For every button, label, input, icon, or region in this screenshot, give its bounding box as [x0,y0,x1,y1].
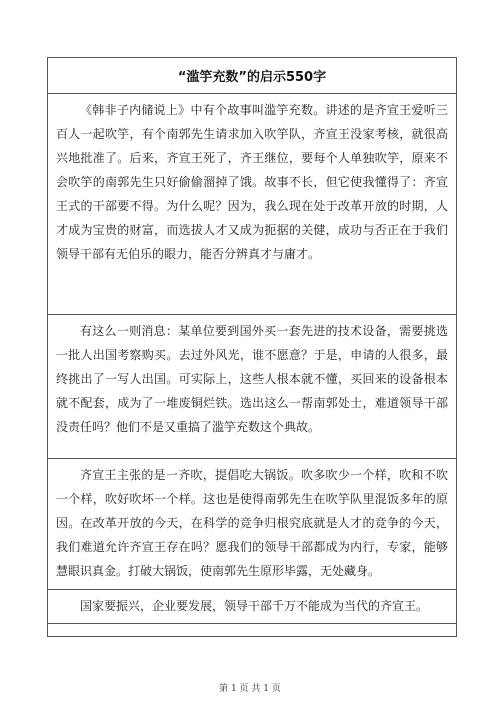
document-table [47,57,457,637]
paragraph-cell [48,590,456,624]
document-title: “滥竽充数”的启示550字 [48,58,456,94]
paragraph-text: 有这么一则消息：某单位要到国外买一套先进的技术设备，需要挑选一批人出国考察购买。去过外风光，谁不愿意？于是，申请的人很多，最终挑出了一写人出国。可实际上，这些人根本就不懂，买回来的设备根本就不配套，成为了一堆废铜烂铁。选出这么一帮南郭处士，难道领导干部没责任吗？他们不是又重搞了滥竽充数这个典故。 [56,324,448,434]
paragraph-cell [48,94,456,315]
page-number-footer: 第 1 页 共 1 页 [219,684,281,694]
paragraph-cell [48,315,456,459]
empty-table-row [48,624,456,638]
paragraph-text: 《韩非子内储说上》中有个故事叫滥竽充数。讲述的是齐宣王爱听三百人一起吹竽，有个南郭先生请求加入吹竽队，齐宣王没家考核，就很高兴地批准了。后来，齐宣王死了，齐王继位，要每个人单独吹竽，原来不会吹竽的南郭先生只好偷偷溜掉了饿。故事不长，但它使我懂得了：齐宣王式的干部要不得。为什么呢？因为，我么现在处于改革开放的时期，人才成为宝贵的财富，而选拔人才又成为扼据的关健，成功与否正在于我们领导干部有无伯乐的眼力，能否分辨真才与庸才。 [56,103,448,261]
paragraph-text: 齐宣王主张的是一齐吹，提倡吃大锅饭。吹多吹少一个样，吹和不吹一个样，吹好吹坏一个样。这也是使得南郭先生在吹竽队里混饭多年的原因。在改革开放的今天，在科学的竞争归根究底就是人才的竞争的今天，我们难道允许齐宣王存在吗？愿我们的领导干部都成为内行，专家，能够慧眼识真金。打破大锅饭，使南郭先生原形毕露，无处藏身。 [56,468,448,578]
paragraph-text: 国家要振兴，企业要发展，领导干部千万不能成为当代的齐宣王。 [80,599,429,613]
paragraph-cell [48,459,456,590]
